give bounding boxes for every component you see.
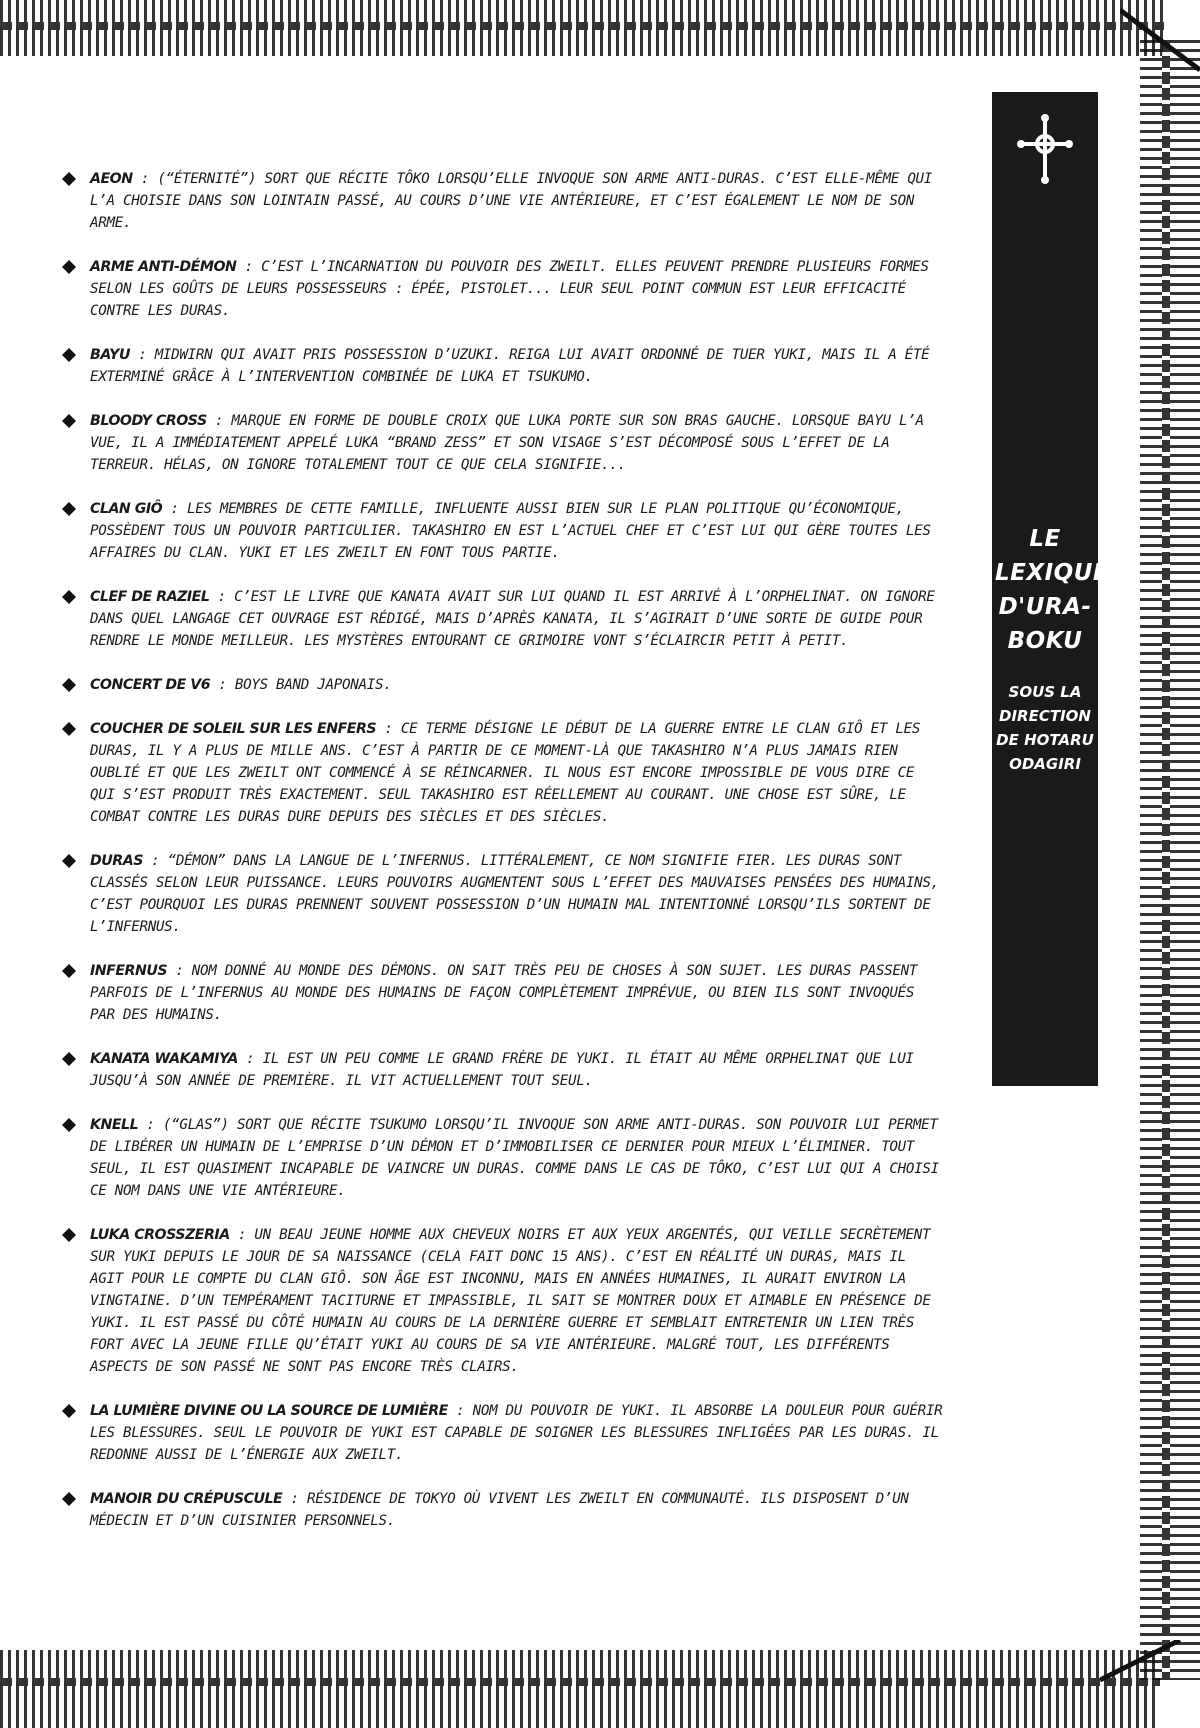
- lexicon-credit: [995, 680, 1095, 776]
- lexicon-definition: : (“ÉTERNITÉ”) SORT QUE RÉCITE TÔKO LORSQU’ELLE INVOQUE SON ARME ANTI-DURAS. C’EST ELLE-MÊME QUI L’A CHOISIE DANS SON LOINTAIN PASSÉ, AU COURS D’UNE VIE ANTÉRIEURE, ET C’EST ÉGALEMENT LE NOM DE SON ARME.: [90, 171, 933, 231]
- lexicon-entry: [62, 1224, 947, 1378]
- diamond-bullet-icon: [62, 964, 76, 978]
- diamond-bullet-icon: [62, 590, 76, 604]
- lexicon-term: LA LUMIÈRE DIVINE OU LA SOURCE DE LUMIÈRE: [90, 1403, 448, 1419]
- lexicon-definition: : CE TERME DÉSIGNE LE DÉBUT DE LA GUERRE ENTRE LE CLAN GIÔ ET LES DURAS, IL Y A PLUS DE MILLE ANS. C’EST À PARTIR DE CE MOMENT-LÀ QUE TAKASHIRO N’A PLUS JAMAIS RIEN OUBLIÉ ET QUE LES ZWEILT ONT COMMENCÉ À SE RÉINCARNER. IL NOUS EST ENCORE IMPOSSIBLE DE VOUS DIRE CE QUI S’EST PRODUIT TRÈS EXACTEMENT. SEUL TAKASHIRO EST RÉELLEMENT AU COURANT. UNE CHOSE EST SÛRE, LE COMBAT CONTRE LES DURAS DURE DEPUIS DES SIÈCLES ET DES SIÈCLES.: [90, 721, 921, 825]
- lexicon-sidebar: [992, 92, 1110, 1086]
- lexicon-term: KANATA WAKAMIYA: [90, 1051, 238, 1067]
- lexicon-title-line: BOKU: [1007, 628, 1083, 654]
- lexicon-definition: : IL EST UN PEU COMME LE GRAND FRÈRE DE YUKI. IL ÉTAIT AU MÊME ORPHELINAT QUE LUI JUSQU’À SON ANNÉE DE PREMIÈRE. IL VIT ACTUELLEMENT TOUT SEUL.: [90, 1051, 914, 1089]
- ornate-corner-bottom-right: [1100, 1640, 1200, 1728]
- lexicon-entry: [62, 344, 947, 388]
- lexicon-definition: : NOM DU POUVOIR DE YUKI. IL ABSORBE LA DOULEUR POUR GUÉRIR LES BLESSURES. SEUL LE POUVOIR DE YUKI EST CAPABLE DE SOIGNER LES BLESSURES INFLIGÉES PAR LES DURAS. IL REDONNE AUSSI DE L’ÉNERGIE AUX ZWEILT.: [90, 1403, 943, 1463]
- lexicon-term: ARME ANTI-DÉMON: [90, 259, 237, 275]
- lexicon-term: COUCHER DE SOLEIL SUR LES ENFERS: [90, 721, 377, 737]
- lexicon-definition: : RÉSIDENCE DE TOKYO OÙ VIVENT LES ZWEILT EN COMMUNAUTÉ. ILS DISPOSENT D’UN MÉDECIN ET D’UN CUISINIER PERSONNELS.: [90, 1491, 909, 1529]
- lexicon-definition: : MARQUE EN FORME DE DOUBLE CROIX QUE LUKA PORTE SUR SON BRAS GAUCHE. LORSQUE BAYU L’A VUE, IL A IMMÉDIATEMENT APPELÉ LUKA “BRAND ZESS” ET SON VISAGE S’EST DÉCOMPOSÉ SOUS L’EFFET DE LA TERREUR. HÉLAS, ON IGNORE TOTALEMENT TOUT CE QUE CELA SIGNIFIE...: [90, 413, 924, 473]
- lexicon-definition: : LES MEMBRES DE CETTE FAMILLE, INFLUENTE AUSSI BIEN SUR LE PLAN POLITIQUE QU’ÉCONOMIQUE, POSSÈDENT TOUS UN POUVOIR PARTICULIER. TAKASHIRO EN EST L’ACTUEL CHEF ET C’EST LUI QUI GÈRE TOUTES LES AFFAIRES DU CLAN. YUKI ET LES ZWEILT EN FONT TOUS PARTIE.: [90, 501, 931, 561]
- lexicon-credit-line: ODAGIRI: [1009, 755, 1081, 773]
- diamond-bullet-icon: [62, 260, 76, 274]
- lexicon-title-line: LEXIQUE: [995, 560, 1110, 586]
- lexicon-term: DURAS: [90, 853, 143, 869]
- lexicon-credit-line: DE HOTARU: [996, 731, 1094, 749]
- lexicon-entry: [62, 1048, 947, 1092]
- lexicon-title-line: D'URA-: [998, 594, 1092, 620]
- lexicon-definition: : BOYS BAND JAPONAIS.: [210, 677, 392, 693]
- lexicon-definition: : “DÉMON” DANS LA LANGUE DE L’INFERNUS. LITTÉRALEMENT, CE NOM SIGNIFIE FIER. LES DURAS SONT CLASSÉS SELON LEUR PUISSANCE. LEURS POUVOIRS AUGMENTENT SOUS L’EFFET DES MAUVAISES PENSÉES DES HUMAINS, C’EST POURQUOI LES DURAS PRENNENT SOUVENT POSSESSION D’UN HUMAIN MAL INTENTIONNÉ LORSQU’ILS SORTENT DE L’INFERNUS.: [90, 853, 939, 935]
- diamond-bullet-icon: [62, 348, 76, 362]
- lexicon-term: CLAN GIÔ: [90, 501, 163, 517]
- lexicon-entry: [62, 256, 947, 322]
- lexicon-definition: : C’EST LE LIVRE QUE KANATA AVAIT SUR LUI QUAND IL EST ARRIVÉ À L’ORPHELINAT. ON IGNORE DANS QUEL LANGAGE CET OUVRAGE EST RÉDIGÉ, MAIS D’APRÈS KANATA, IL S’AGIRAIT D’UNE SORTE DE GUIDE POUR RENDRE LE MONDE MEILLEUR. LES MYSTÈRES ENTOURANT CE GRIMOIRE VONT S’ÉCLAIRCIR PETIT À PETIT.: [90, 589, 935, 649]
- lexicon-definition: : C’EST L’INCARNATION DU POUVOIR DES ZWEILT. ELLES PEUVENT PRENDRE PLUSIEURS FORMES SELON LES GOÛTS DE LEURS POSSESSEURS : ÉPÉE, PISTOLET... LEUR SEUL POINT COMMUN EST LEUR EFFICACITÉ CONTRE LES DURAS.: [90, 259, 929, 319]
- diamond-bullet-icon: [62, 722, 76, 736]
- lexicon-title-line: LE: [1029, 526, 1061, 552]
- lexicon-entry: [62, 498, 947, 564]
- lexicon-definition: : UN BEAU JEUNE HOMME AUX CHEVEUX NOIRS ET AUX YEUX ARGENTÉS, QUI VEILLE SECRÈTEMENT SUR YUKI DEPUIS LE JOUR DE SA NAISSANCE (CELA FAIT DONC 15 ANS). C’EST EN RÉALITÉ UN DURAS, MAIS IL AGIT POUR LE COMPTE DU CLAN GIÔ. SON ÂGE EST INCONNU, MAIS EN ANNÉES HUMAINES, IL AURAIT ENVIRON LA VINGTAINE. D’UN TEMPÉRAMENT TACITURNE ET IMPASSIBLE, IL SAIT SE MONTRER DOUX ET AIMABLE EN PRÉSENCE DE YUKI. IL EST PASSÉ DU CÔTÉ HUMAIN AU COURS DE LA DERNIÈRE GUERRE ET SEMBLAIT ENTRETENIR UN LIEN TRÈS FORT AVEC LA JEUNE FILLE QU’ÉTAIT YUKI AU COURS DE SA VIE ANTÉRIEURE. MALGRÉ TOUT, LES DIFFÉRENTS ASPECTS DE SON PASSÉ NE SONT PAS ENCORE TRÈS CLAIRS.: [90, 1227, 931, 1375]
- lexicon-term: CLEF DE RAZIEL: [90, 589, 210, 605]
- lexicon-term: BAYU: [90, 347, 130, 363]
- lexicon-entry: [62, 410, 947, 476]
- diamond-bullet-icon: [62, 1228, 76, 1242]
- lexicon-entry: [62, 674, 947, 696]
- lexicon-definition: : MIDWIRN QUI AVAIT PRIS POSSESSION D’UZUKI. REIGA LUI AVAIT ORDONNÉ DE TUER YUKI, MAIS IL A ÉTÉ EXTERMINÉ GRÂCE À L’INTERVENTION COMBINÉE DE LUKA ET TSUKUMO.: [90, 347, 930, 385]
- ornate-border-bottom: [0, 1650, 1160, 1728]
- lexicon-list: [62, 168, 947, 1554]
- lexicon-term: AEON: [90, 171, 133, 187]
- lexicon-term: INFERNUS: [90, 963, 168, 979]
- lexicon-term: BLOODY CROSS: [90, 413, 207, 429]
- diamond-bullet-icon: [62, 854, 76, 868]
- lexicon-term: LUKA CROSSZERIA: [90, 1227, 230, 1243]
- diamond-bullet-icon: [62, 172, 76, 186]
- lexicon-entry: [62, 1114, 947, 1202]
- diamond-bullet-icon: [62, 1118, 76, 1132]
- lexicon-term: KNELL: [90, 1117, 139, 1133]
- lexicon-title: [995, 522, 1110, 658]
- lexicon-definition: : (“GLAS”) SORT QUE RÉCITE TSUKUMO LORSQU’IL INVOQUE SON ARME ANTI-DURAS. SON POUVOIR LUI PERMET DE LIBÉRER UN HUMAIN DE L’EMPRISE D’UN DÉMON ET D’IMMOBILISER CE DERNIER POUR MIEUX L’ÉLIMINER. TOUT SEUL, IL EST QUASIMENT INCAPABLE DE VAINCRE UN DURAS. COMME DANS LE CAS DE TÔKO, C’EST LUI QUI A CHOISI CE NOM DANS UNE VIE ANTÉRIEURE.: [90, 1117, 939, 1199]
- lexicon-entry: [62, 168, 947, 234]
- lexicon-entry: [62, 1488, 947, 1532]
- diamond-bullet-icon: [62, 1492, 76, 1506]
- ornate-cross-icon: [1015, 114, 1075, 184]
- diamond-bullet-icon: [62, 1052, 76, 1066]
- lexicon-entry: [62, 586, 947, 652]
- ornate-corner-top-right: [1120, 0, 1200, 80]
- diamond-bullet-icon: [62, 678, 76, 692]
- diamond-bullet-icon: [62, 1404, 76, 1418]
- lexicon-entry: [62, 1400, 947, 1466]
- diamond-bullet-icon: [62, 502, 76, 516]
- lexicon-entry: [62, 718, 947, 828]
- diamond-bullet-icon: [62, 414, 76, 428]
- ornate-border-top: [0, 0, 1165, 56]
- lexicon-term: MANOIR DU CRÉPUSCULE: [90, 1491, 283, 1507]
- lexicon-entry: [62, 960, 947, 1026]
- lexicon-credit-line: SOUS LA: [1008, 683, 1082, 701]
- ornate-border-right: [1140, 40, 1200, 1680]
- lexicon-definition: : NOM DONNÉ AU MONDE DES DÉMONS. ON SAIT TRÈS PEU DE CHOSES À SON SUJET. LES DURAS PASSENT PARFOIS DE L’INFERNUS AU MONDE DES HUMAINS DE FAÇON COMPLÈTEMENT IMPRÉVUE, OU BIEN ILS SONT INVOQUÉS PAR DES HUMAINS.: [90, 963, 918, 1023]
- lexicon-term: CONCERT DE V6: [90, 677, 211, 693]
- lexicon-credit-line: DIRECTION: [999, 707, 1091, 725]
- lexicon-entry: [62, 850, 947, 938]
